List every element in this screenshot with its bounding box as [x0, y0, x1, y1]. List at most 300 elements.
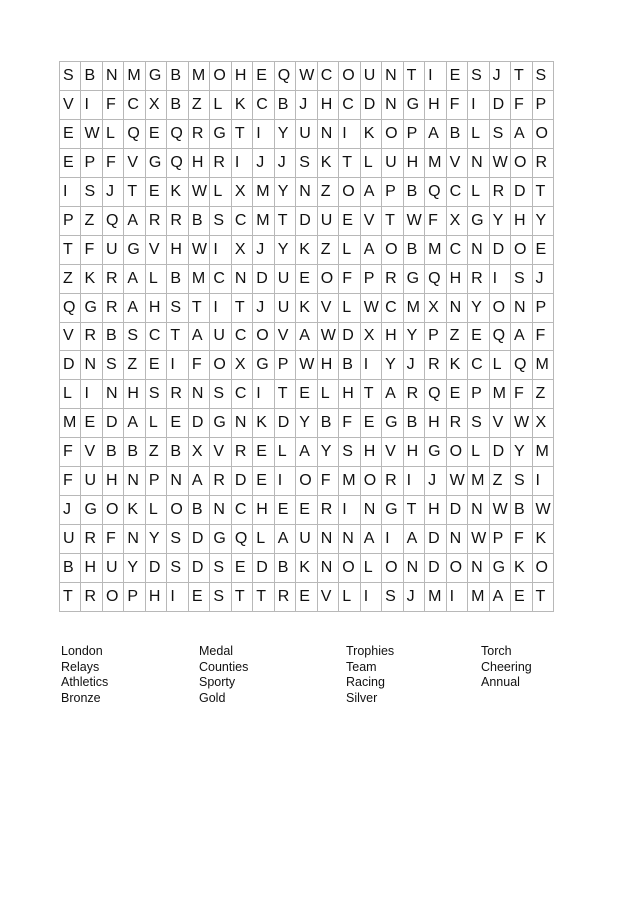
grid-cell: S [490, 120, 511, 149]
grid-cell: Y [404, 323, 425, 352]
grid-cell: G [210, 120, 231, 149]
grid-cell: N [511, 294, 532, 323]
grid-cell: Q [275, 62, 296, 91]
grid-cell: N [468, 236, 489, 265]
grid-cell: L [339, 583, 360, 612]
grid-cell: A [361, 236, 382, 265]
grid-cell: U [81, 467, 102, 496]
grid-cell: I [167, 351, 188, 380]
grid-cell: R [275, 583, 296, 612]
grid-cell: I [275, 467, 296, 496]
grid-cell: Q [232, 525, 253, 554]
grid-cell: E [60, 120, 81, 149]
grid-cell: C [339, 91, 360, 120]
grid-cell: Q [167, 149, 188, 178]
grid-cell: D [60, 351, 81, 380]
grid-cell: T [382, 207, 403, 236]
grid-cell: B [167, 438, 188, 467]
word-column-4 [481, 644, 532, 690]
grid-cell: G [425, 438, 446, 467]
grid-cell: G [382, 496, 403, 525]
grid-cell: R [103, 294, 124, 323]
grid-cell: A [296, 323, 317, 352]
grid-cell: N [404, 554, 425, 583]
grid-cell: O [447, 438, 468, 467]
grid-cell: G [146, 62, 167, 91]
word-item: Counties [199, 659, 249, 674]
grid-cell: Z [189, 91, 210, 120]
grid-cell: V [210, 438, 231, 467]
grid-cell: N [81, 351, 102, 380]
grid-cell: S [146, 380, 167, 409]
word-item: Athletics [61, 675, 109, 689]
grid-cell: C [253, 91, 274, 120]
grid-cell: N [189, 380, 210, 409]
grid-cell: N [339, 525, 360, 554]
grid-cell: J [275, 149, 296, 178]
grid-cell: H [361, 438, 382, 467]
grid-cell: J [490, 62, 511, 91]
grid-cell: J [404, 351, 425, 380]
grid-cell: D [296, 207, 317, 236]
grid-cell: F [511, 91, 532, 120]
word-item: Trophies [346, 644, 395, 658]
grid-cell: P [382, 178, 403, 207]
grid-cell: J [296, 91, 317, 120]
grid-cell: O [382, 554, 403, 583]
grid-cell: U [103, 236, 124, 265]
word-item: Silver [346, 690, 378, 705]
grid-cell: R [382, 467, 403, 496]
grid-cell: M [425, 583, 446, 612]
grid-cell: Y [533, 207, 554, 236]
grid-cell: D [103, 409, 124, 438]
grid-cell: S [296, 149, 317, 178]
grid-cell: O [382, 236, 403, 265]
word-item: Relays [61, 659, 100, 674]
grid-cell: Y [511, 438, 532, 467]
grid-cell: J [404, 583, 425, 612]
grid-cell: V [81, 438, 102, 467]
grid-cell: B [167, 91, 188, 120]
grid-cell: A [189, 323, 210, 352]
grid-cell: H [339, 380, 360, 409]
grid-cell: S [511, 467, 532, 496]
grid-cell: F [60, 438, 81, 467]
grid-cell: I [447, 583, 468, 612]
grid-cell: S [468, 409, 489, 438]
grid-cell: I [253, 120, 274, 149]
grid-cell: U [361, 62, 382, 91]
grid-cell: V [146, 236, 167, 265]
grid-cell: E [146, 351, 167, 380]
grid-cell: K [296, 294, 317, 323]
grid-cell: A [275, 525, 296, 554]
grid-cell: I [382, 525, 403, 554]
grid-cell: E [511, 583, 532, 612]
grid-cell: H [404, 149, 425, 178]
grid-cell: A [124, 207, 145, 236]
grid-cell: A [124, 265, 145, 294]
grid-cell: T [275, 207, 296, 236]
grid-cell: Q [425, 265, 446, 294]
grid-cell: F [533, 323, 554, 352]
grid-cell: B [511, 496, 532, 525]
grid-cell: X [361, 323, 382, 352]
grid-cell: B [167, 62, 188, 91]
word-item: Annual [481, 675, 520, 689]
grid-cell: B [404, 236, 425, 265]
grid-cell: M [468, 583, 489, 612]
grid-cell: B [167, 265, 188, 294]
grid-cell: M [404, 294, 425, 323]
grid-cell: A [382, 380, 403, 409]
grid-cell: B [189, 207, 210, 236]
grid-cell: K [533, 525, 554, 554]
grid-cell: N [468, 554, 489, 583]
grid-cell: L [318, 380, 339, 409]
grid-cell: G [253, 351, 274, 380]
grid-cell: E [253, 467, 274, 496]
grid-cell: A [124, 409, 145, 438]
grid-cell: H [124, 380, 145, 409]
grid-cell: L [210, 91, 231, 120]
grid-cell: R [210, 149, 231, 178]
grid-cell: N [468, 149, 489, 178]
grid-cell: B [339, 351, 360, 380]
grid-cell: F [103, 525, 124, 554]
grid-cell: G [81, 496, 102, 525]
grid-cell: T [533, 583, 554, 612]
grid-cell: D [425, 525, 446, 554]
grid-cell: L [468, 438, 489, 467]
grid-cell: I [81, 91, 102, 120]
grid-cell: S [124, 323, 145, 352]
grid-cell: K [81, 265, 102, 294]
grid-cell: I [232, 149, 253, 178]
grid-cell: B [103, 438, 124, 467]
grid-cell: S [339, 438, 360, 467]
grid-cell: Y [490, 207, 511, 236]
grid-cell: U [382, 149, 403, 178]
grid-cell: X [232, 236, 253, 265]
grid-cell: H [81, 554, 102, 583]
grid-cell: S [511, 265, 532, 294]
grid-cell: E [146, 120, 167, 149]
grid-cell: F [318, 467, 339, 496]
grid-cell: N [296, 178, 317, 207]
grid-cell: R [146, 207, 167, 236]
grid-cell: Y [275, 120, 296, 149]
grid-cell: H [318, 91, 339, 120]
grid-cell: W [447, 467, 468, 496]
grid-cell: B [103, 323, 124, 352]
grid-cell: Y [296, 409, 317, 438]
word-item: Medal [199, 644, 234, 658]
grid-cell: W [490, 496, 511, 525]
grid-cell: V [60, 323, 81, 352]
grid-cell: L [361, 554, 382, 583]
grid-cell: I [425, 62, 446, 91]
grid-cell: X [232, 178, 253, 207]
grid-cell: N [124, 467, 145, 496]
grid-cell: I [339, 120, 360, 149]
grid-cell: F [511, 380, 532, 409]
grid-cell: T [253, 583, 274, 612]
grid-cell: Y [318, 438, 339, 467]
grid-cell: T [511, 62, 532, 91]
grid-cell: Q [167, 120, 188, 149]
grid-cell: E [275, 496, 296, 525]
grid-cell: C [210, 265, 231, 294]
grid-cell: N [124, 525, 145, 554]
grid-cell: X [425, 294, 446, 323]
grid-cell: I [468, 91, 489, 120]
grid-cell: O [447, 554, 468, 583]
grid-cell: R [167, 380, 188, 409]
grid-cell: A [511, 120, 532, 149]
grid-cell: D [189, 525, 210, 554]
grid-cell: N [382, 91, 403, 120]
grid-cell: E [447, 62, 468, 91]
grid-cell: R [189, 120, 210, 149]
word-search-grid [59, 61, 554, 612]
grid-cell: N [447, 525, 468, 554]
grid-cell: W [81, 120, 102, 149]
grid-cell: U [103, 554, 124, 583]
grid-cell: T [404, 496, 425, 525]
grid-cell: R [167, 207, 188, 236]
word-column-2 [199, 644, 248, 705]
grid-cell: N [232, 265, 253, 294]
grid-cell: S [103, 351, 124, 380]
grid-cell: G [124, 236, 145, 265]
grid-cell: Q [490, 323, 511, 352]
grid-cell: Z [447, 323, 468, 352]
grid-cell: H [189, 149, 210, 178]
grid-cell: L [468, 120, 489, 149]
grid-cell: F [189, 351, 210, 380]
grid-cell: G [404, 265, 425, 294]
grid-cell: E [189, 583, 210, 612]
grid-cell: F [447, 91, 468, 120]
grid-cell: Y [382, 351, 403, 380]
grid-cell: H [232, 62, 253, 91]
grid-cell: S [60, 62, 81, 91]
grid-cell: U [210, 323, 231, 352]
grid-cell: J [253, 149, 274, 178]
grid-cell: M [425, 236, 446, 265]
grid-cell: E [167, 409, 188, 438]
grid-cell: Q [103, 207, 124, 236]
grid-cell: I [210, 236, 231, 265]
grid-cell: U [296, 120, 317, 149]
grid-cell: N [447, 294, 468, 323]
grid-cell: T [60, 236, 81, 265]
grid-cell: D [490, 91, 511, 120]
grid-cell: U [60, 525, 81, 554]
grid-cell: D [425, 554, 446, 583]
grid-cell: B [318, 409, 339, 438]
grid-cell: J [253, 294, 274, 323]
grid-cell: O [210, 351, 231, 380]
grid-cell: J [253, 236, 274, 265]
grid-cell: O [103, 496, 124, 525]
grid-cell: E [146, 178, 167, 207]
grid-cell: Q [511, 351, 532, 380]
grid-cell: I [361, 583, 382, 612]
grid-cell: M [425, 149, 446, 178]
grid-cell: W [296, 351, 317, 380]
grid-cell: Y [468, 294, 489, 323]
grid-cell: E [253, 62, 274, 91]
grid-cell: E [447, 380, 468, 409]
grid-cell: N [318, 525, 339, 554]
grid-cell: G [210, 525, 231, 554]
grid-cell: B [404, 409, 425, 438]
grid-cell: D [490, 236, 511, 265]
grid-cell: H [253, 496, 274, 525]
grid-cell: N [361, 496, 382, 525]
grid-cell: G [210, 409, 231, 438]
grid-cell: B [275, 91, 296, 120]
grid-cell: E [361, 409, 382, 438]
grid-cell: O [339, 554, 360, 583]
grid-cell: N [103, 62, 124, 91]
grid-cell: Z [146, 438, 167, 467]
grid-cell: M [124, 62, 145, 91]
grid-cell: K [296, 236, 317, 265]
grid-cell: K [361, 120, 382, 149]
grid-cell: T [275, 380, 296, 409]
grid-cell: D [253, 265, 274, 294]
grid-cell: T [232, 583, 253, 612]
grid-cell: Z [81, 207, 102, 236]
grid-cell: O [382, 120, 403, 149]
grid-cell: E [296, 265, 317, 294]
grid-cell: W [511, 409, 532, 438]
grid-cell: R [103, 265, 124, 294]
grid-cell: X [146, 91, 167, 120]
grid-cell: C [146, 323, 167, 352]
grid-cell: F [81, 236, 102, 265]
grid-cell: C [447, 236, 468, 265]
grid-cell: I [339, 496, 360, 525]
grid-cell: A [511, 323, 532, 352]
grid-cell: O [533, 120, 554, 149]
grid-cell: V [318, 294, 339, 323]
grid-cell: D [275, 409, 296, 438]
grid-cell: R [210, 467, 231, 496]
grid-cell: K [296, 554, 317, 583]
grid-cell: K [447, 351, 468, 380]
grid-cell: P [468, 380, 489, 409]
grid-cell: W [533, 496, 554, 525]
grid-cell: H [318, 351, 339, 380]
grid-cell: C [382, 294, 403, 323]
grid-cell: M [189, 62, 210, 91]
grid-cell: H [382, 323, 403, 352]
grid-cell: A [361, 525, 382, 554]
grid-cell: P [81, 149, 102, 178]
grid-cell: Y [275, 236, 296, 265]
grid-cell: S [468, 62, 489, 91]
grid-cell: D [189, 554, 210, 583]
grid-cell: Q [60, 294, 81, 323]
grid-cell: O [361, 467, 382, 496]
grid-cell: N [232, 409, 253, 438]
grid-cell: I [167, 583, 188, 612]
word-item: Bronze [61, 690, 101, 705]
grid-cell: M [490, 380, 511, 409]
grid-cell: V [60, 91, 81, 120]
grid-cell: M [533, 438, 554, 467]
grid-cell: Z [318, 236, 339, 265]
grid-cell: J [103, 178, 124, 207]
grid-cell: L [103, 120, 124, 149]
grid-cell: M [60, 409, 81, 438]
grid-cell: D [189, 409, 210, 438]
grid-cell: D [447, 496, 468, 525]
grid-cell: Q [425, 178, 446, 207]
grid-cell: B [124, 438, 145, 467]
grid-cell: P [533, 294, 554, 323]
grid-cell: B [275, 554, 296, 583]
grid-cell: P [275, 351, 296, 380]
grid-cell: S [167, 554, 188, 583]
grid-cell: Z [124, 351, 145, 380]
grid-cell: T [124, 178, 145, 207]
grid-cell: P [490, 525, 511, 554]
grid-cell: P [533, 91, 554, 120]
grid-cell: L [253, 525, 274, 554]
grid-cell: R [490, 178, 511, 207]
grid-cell: T [339, 149, 360, 178]
grid-cell: K [167, 178, 188, 207]
grid-cell: A [189, 467, 210, 496]
word-column-1 [61, 644, 108, 705]
grid-cell: K [318, 149, 339, 178]
grid-cell: R [318, 496, 339, 525]
grid-cell: R [382, 265, 403, 294]
grid-cell: E [296, 380, 317, 409]
grid-cell: I [210, 294, 231, 323]
grid-cell: B [81, 62, 102, 91]
grid-cell: O [253, 323, 274, 352]
grid-cell: R [468, 265, 489, 294]
grid-cell: G [404, 91, 425, 120]
grid-cell: F [339, 265, 360, 294]
word-item: London [61, 644, 103, 658]
grid-cell: L [339, 236, 360, 265]
grid-cell: H [146, 583, 167, 612]
grid-cell: J [533, 265, 554, 294]
grid-cell: B [447, 120, 468, 149]
grid-cell: T [404, 62, 425, 91]
grid-cell: D [232, 467, 253, 496]
grid-cell: W [468, 525, 489, 554]
grid-cell: C [232, 380, 253, 409]
grid-cell: U [275, 265, 296, 294]
grid-cell: L [146, 409, 167, 438]
grid-cell: D [490, 438, 511, 467]
word-item: Sporty [199, 675, 236, 689]
grid-cell: M [189, 265, 210, 294]
grid-cell: E [253, 438, 274, 467]
grid-cell: F [425, 207, 446, 236]
grid-cell: L [146, 265, 167, 294]
grid-cell: T [232, 294, 253, 323]
